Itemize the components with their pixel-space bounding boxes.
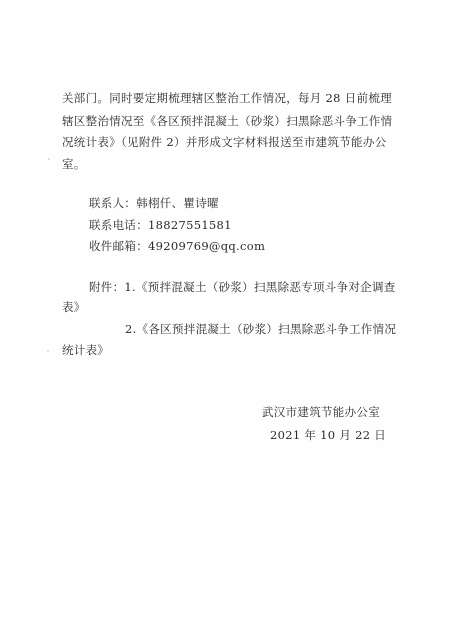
paragraph-line-4: 室。 [62, 157, 86, 171]
attachment-1-line-1: 附件：1.《预拌混凝土（砂浆）扫黑除恶专项斗争对企调查 [89, 280, 396, 294]
attachment-1-line-2: 表》 [62, 300, 86, 314]
contact-person: 联系人：韩栩仟、瞿诗曜 [89, 196, 219, 210]
paragraph-line-3: 况统计表》（见附件 2）并形成文字材料报送至市建筑节能办公 [62, 135, 387, 149]
signature-date: 2021 年 10 月 22 日 [270, 428, 387, 442]
paragraph-line-1: 关部门。同时要定期梳理辖区整治工作情况，每月 28 日前梳理 [62, 91, 392, 105]
signature-organization: 武汉市建筑节能办公室 [262, 405, 380, 419]
contact-phone: 联系电话：18827551581 [89, 218, 232, 232]
attachment-2-line-1: 2.《各区预拌混凝土（砂浆）扫黑除恶斗争工作情况 [125, 322, 397, 336]
scan-speck [48, 158, 50, 160]
paragraph-line-2: 辖区整治情况至《各区预拌混凝土（砂浆）扫黑除恶斗争工作情 [62, 114, 393, 128]
attachment-2-line-2: 统计表》 [62, 343, 110, 357]
scan-speck [47, 350, 49, 352]
contact-email: 收件邮箱：49209769@qq.com [89, 239, 266, 253]
